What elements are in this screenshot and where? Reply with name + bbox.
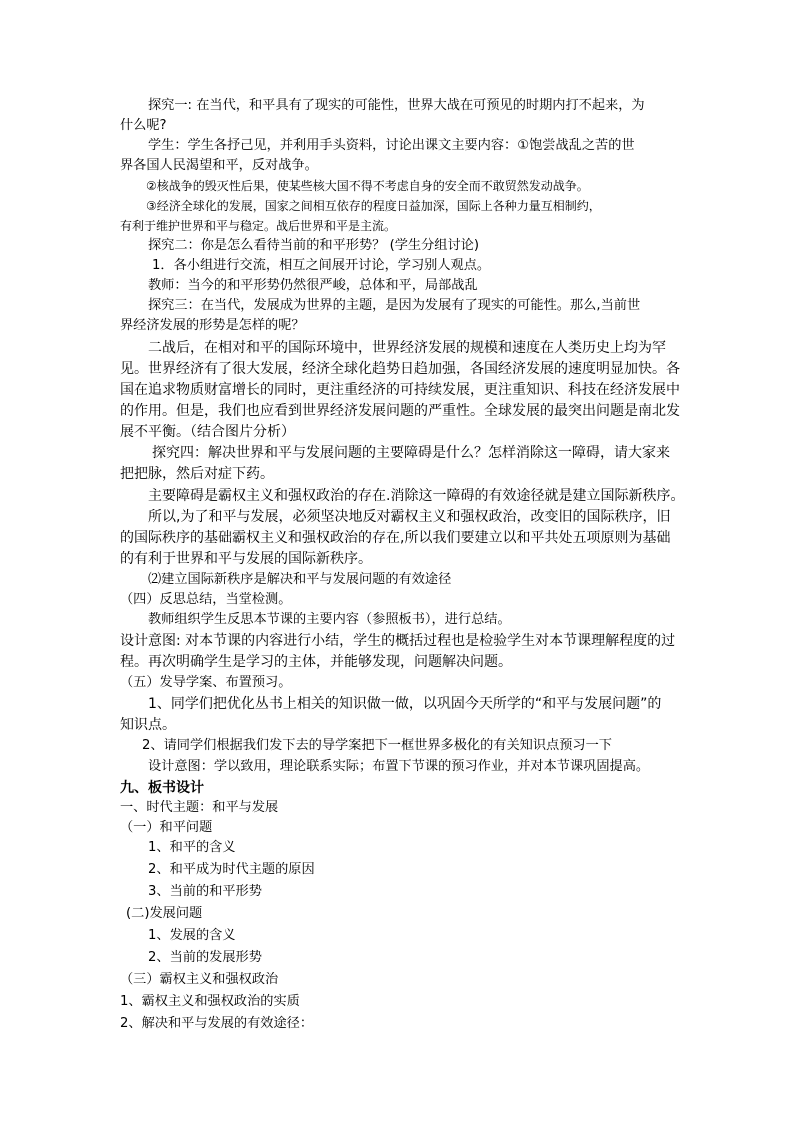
text-line: 设计意图：学以致用，理论联系实际；布置下节课的预习作业，并对本节课巩固提高。 (148, 759, 650, 774)
text-line: 什么呢? (120, 118, 167, 133)
text-line: ③经济全球化的发展，国家之间相互依存的程度日益加深，国际上各种力量互相制约， (146, 199, 601, 213)
text-line: 展不平衡。（结合图片分析） (120, 424, 295, 440)
text-line: 二战后，在相对和平的国际环境中，世界经济发展的规模和速度在人类历史上均为罕 (148, 340, 666, 356)
text-line: （三）霸权主义和强权政治 (120, 972, 279, 987)
text-line: 1、和平的含义 (148, 840, 236, 855)
text-line: （一）和平问题 (120, 820, 213, 835)
text-line: 1、发展的含义 (148, 928, 236, 943)
text-line: 2、解决和平与发展的有效途径： (120, 1016, 314, 1031)
text-line: 九、板书设计 (120, 780, 204, 796)
text-line: 有利于维护世界和平与稳定。战后世界和平是主流。 (120, 219, 397, 233)
text-line: 的国际秩序的基础霸权主义和强权政治的存在,所以我们要建立以和平共处五项原则为基础 (120, 530, 671, 546)
text-line: 国在追求物质财富增长的同时，更注重经济的可持续发展，更注重知识、科技在经济发展中 (120, 382, 680, 398)
text-line: 探究四：解决世界和平与发展问题的主要障碍是什么？怎样消除这一障碍，请大家来 (152, 445, 670, 461)
text-line: 1、霸权主义和强权政治的实质 (120, 994, 300, 1009)
text-line: 2、当前的发展形势 (148, 950, 262, 965)
text-line: 1．各小组进行交流，相互之间展开讨论，学习别人观点。 (152, 258, 491, 273)
text-line: 一、时代主题：和平与发展 (120, 800, 279, 815)
text-line: 探究二：你是怎么看待当前的和平形势？ (学生分组讨论) (148, 238, 479, 253)
text-line: 主要障碍是霸权主义和强权政治的存在.消除这一障碍的有效途径就是建立国际新秩序。 (148, 488, 685, 504)
text-line: 程。再次明确学生是学习的主体，并能够发现，问题解决问题。 (120, 654, 512, 670)
text-line: （四）反思总结，当堂检测。 (120, 592, 292, 607)
text-line: ②核战争的毁灭性后果，使某些核大国不得不考虑自身的安全而不敢贸然发动战争。 (146, 179, 589, 193)
text-line: 所以,为了和平与发展，必须坚决地反对霸权主义和强权政治，改变旧的国际秩序，旧 (148, 509, 671, 525)
text-line: （五）发导学案、布置预习。 (120, 675, 292, 690)
text-line: 见。世界经济有了很大发展，经济全球化趋势日趋加强，各国经济发展的速度明显加快。各 (120, 361, 680, 377)
text-line: ⑵建立国际新秩序是解决和平与发展问题的有效途径 (148, 572, 452, 587)
text-line: 1、同学们把优化丛书上相关的知识做一做，以巩固今天所学的“和平与发展问题”的 (148, 696, 662, 712)
text-line: 知识点。 (120, 717, 176, 733)
text-line: 探究三：在当代，发展成为世界的主题，是因为发展有了现实的可能性。那么,当前世 (148, 298, 641, 313)
text-line: 界经济发展的形势是怎样的呢？ (120, 318, 305, 333)
text-line: 教师：当今的和平形势仍然很严峻，总体和平，局部战乱 (148, 278, 478, 293)
text-line: 的有利于世界和平与发展的国际新秩序。 (120, 551, 372, 567)
text-line: 的作用。但是，我们也应看到世界经济发展问题的严重性。全球发展的最突出问题是南北发 (120, 403, 680, 419)
text-line: 2、和平成为时代主题的原因 (148, 862, 315, 877)
text-line: 学生：学生各抒己见，并利用手头资料，讨论出课文主要内容：①饱尝战乱之苦的世 (148, 138, 635, 153)
text-line: 探究一: 在当代，和平具有了现实的可能性，世界大战在可预见的时期内打不起来，为 (148, 98, 645, 113)
text-line: 2、请同学们根据我们发下去的导学案把下一框世界多极化的有关知识点预习一下 (142, 738, 612, 753)
text-line: 设计意图: 对本节课的内容进行小结，学生的概括过程也是检验学生对本节课理解程度的过 (120, 633, 676, 649)
text-line: 教师组织学生反思本节课的主要内容（参照板书），进行总结。 (148, 612, 511, 627)
text-line: 把把脉，然后对症下药。 (120, 466, 274, 482)
text-line: 界各国人民渴望和平，反对战争。 (120, 158, 318, 173)
text-line: 3、当前的和平形势 (148, 884, 262, 899)
text-line: (二)发展问题 (126, 906, 203, 921)
